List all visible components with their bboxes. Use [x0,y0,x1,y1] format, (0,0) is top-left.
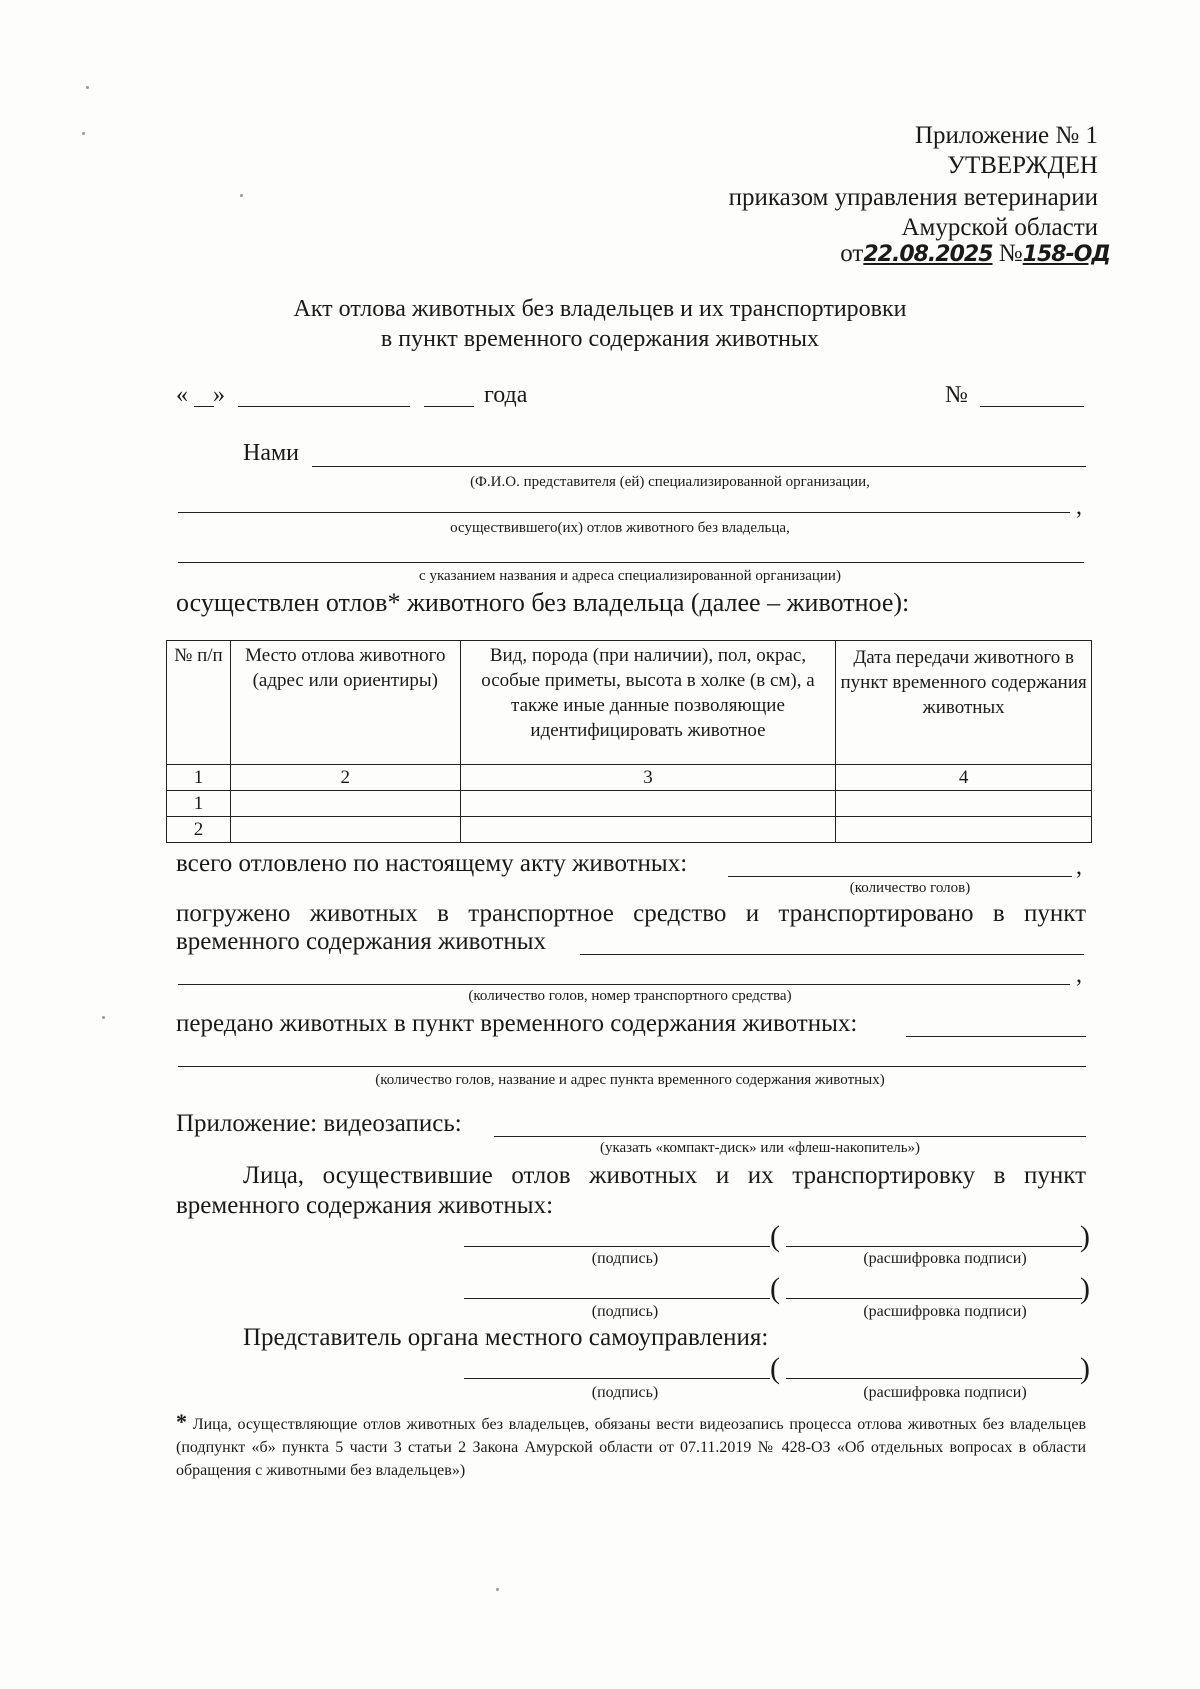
animals-table [166,640,1092,843]
footnote [176,1410,1086,1482]
paren-open: ( [770,1352,780,1385]
organization-comma: , [1076,494,1082,520]
table-row [167,817,1092,843]
row-transfer-date [836,791,1092,817]
date-prefix: от [840,240,864,267]
paren-close: ) [1080,1272,1090,1305]
numbering-cell: 3 [460,765,836,791]
total-label: всего отловлено по настоящему акту животных: [176,850,688,877]
scan-speck [496,1588,499,1591]
paren-close: ) [1080,1220,1090,1253]
attachment-label: Приложение: видеозапись: [176,1110,462,1137]
table-row [167,791,1092,817]
loaded-comma: , [1076,962,1082,988]
loaded-blank-1 [580,954,1084,955]
decode-caption-2: (расшифровка подписи) [863,1303,1027,1320]
numbering-cell: 4 [836,765,1092,791]
footnote-text: Лица, осуществляющие отлов животных без владельцев, обязаны вести видеозапись процесса отлова животных без владельцев (подпункт «б» пункта 5 части 3 статьи 2 Закона Амурской области от 07.11.2019 № 428-ОЗ «Об отдельных вопросах в области обращения с животными без владельцев») [176,1416,1087,1479]
year-word: года [484,382,528,408]
day-blank [194,406,214,407]
persons-line-1: Лица, осуществившие отлов животных и их транспортировку в пункт [243,1162,1086,1189]
year-blank [424,406,474,407]
scan-speck [86,86,89,89]
paren-close: ) [1080,1352,1090,1385]
approved-label: УТВЕРЖДЕН [947,152,1098,179]
total-caption: (количество голов) [849,880,971,896]
local-gov-label: Представитель органа местного самоуправления: [243,1324,769,1351]
title-line-1: Акт отлова животных без владельцев и их транспортировки [293,296,907,322]
order-date-number [840,240,1110,268]
decode-line-2 [786,1298,1082,1299]
loaded-caption: (количество голов, номер транспортного средства) [468,988,792,1004]
signature-caption-3: (подпись) [591,1384,659,1401]
order-line-1: приказом управления ветеринарии [728,184,1098,211]
total-comma: , [1076,854,1082,880]
signature-line-2 [464,1298,770,1299]
scan-speck [82,132,85,135]
footnote-star: * [176,1409,187,1434]
decode-line-1 [786,1246,1082,1247]
total-blank [728,876,1072,877]
performed-text: осуществлен отлов* животного без владельца (далее – животное): [176,588,910,617]
paren-open: ( [770,1220,780,1253]
transferred-blank-1 [906,1036,1086,1037]
signature-caption-2: (подпись) [591,1303,659,1320]
attachment-caption: (указать «компакт-диск» или «флеш-накопитель») [599,1140,921,1156]
organization-caption-2: с указанием названия и адреса специализированной организации) [419,568,841,584]
row-number: 2 [167,817,231,843]
quote-close: » [213,382,225,408]
row-place [230,817,460,843]
transferred-label: передано животных в пункт временного содержания животных: [176,1010,858,1037]
order-line-2: Амурской области [901,214,1098,241]
numbering-cell: 1 [167,765,231,791]
numbering-cell: 2 [230,765,460,791]
act-number-sign: № [945,382,968,408]
transferred-blank-2 [178,1066,1086,1067]
paren-open: ( [770,1272,780,1305]
row-transfer-date [836,817,1092,843]
decode-line-3 [786,1378,1082,1379]
title-line-2: в пункт временного содержания животных [380,326,820,352]
table-header-row [167,641,1092,765]
row-number: 1 [167,791,231,817]
organization-caption-1: осуществившего(их) отлов животного без владельца, [450,520,790,536]
header-transfer-date: Дата передачи животного в пункт временного содержания животных [836,641,1092,765]
quote-open: « [176,382,188,408]
persons-line-2: временного содержания животных: [176,1192,554,1219]
representative-blank [312,466,1086,467]
number-prefix: № [998,240,1023,267]
appendix-label: Приложение № 1 [914,122,1098,149]
header-description: Вид, порода (при наличии), пол, окрас, особые приметы, высота в холке (в см), а также иные данные позволяющие идентифицировать животное [460,641,836,765]
table-numbering-row [167,765,1092,791]
loaded-blank-2 [178,984,1070,985]
decode-caption-1: (расшифровка подписи) [863,1250,1027,1267]
transferred-caption: (количество голов, название и адрес пункта временного содержания животных) [375,1072,885,1088]
scan-speck [102,1016,105,1019]
loaded-line-1: погружено животных в транспортное средство и транспортировано в пункт [176,900,1086,927]
row-description [460,791,836,817]
by-us-label: Нами [243,440,300,466]
signature-line-3 [464,1378,770,1379]
loaded-line-2: временного содержания животных [176,928,547,955]
act-number-blank [980,406,1084,407]
month-blank [238,406,410,407]
handwritten-number: 158-ОД [1022,242,1110,267]
header-place: Место отлова животного (адрес или ориентиры) [230,641,460,765]
row-description [460,817,836,843]
handwritten-date: 22.08.2025 [863,242,993,267]
representative-caption: (Ф.И.О. представителя (ей) специализированной организации, [470,474,870,490]
signature-line-1 [464,1246,770,1247]
organization-blank-1 [178,512,1070,513]
scan-speck [240,194,243,197]
row-place [230,791,460,817]
decode-caption-3: (расшифровка подписи) [863,1384,1027,1401]
organization-blank-2 [178,562,1084,563]
header-number: № п/п [167,641,231,765]
signature-caption-1: (подпись) [591,1250,659,1267]
attachment-blank [494,1136,1086,1137]
